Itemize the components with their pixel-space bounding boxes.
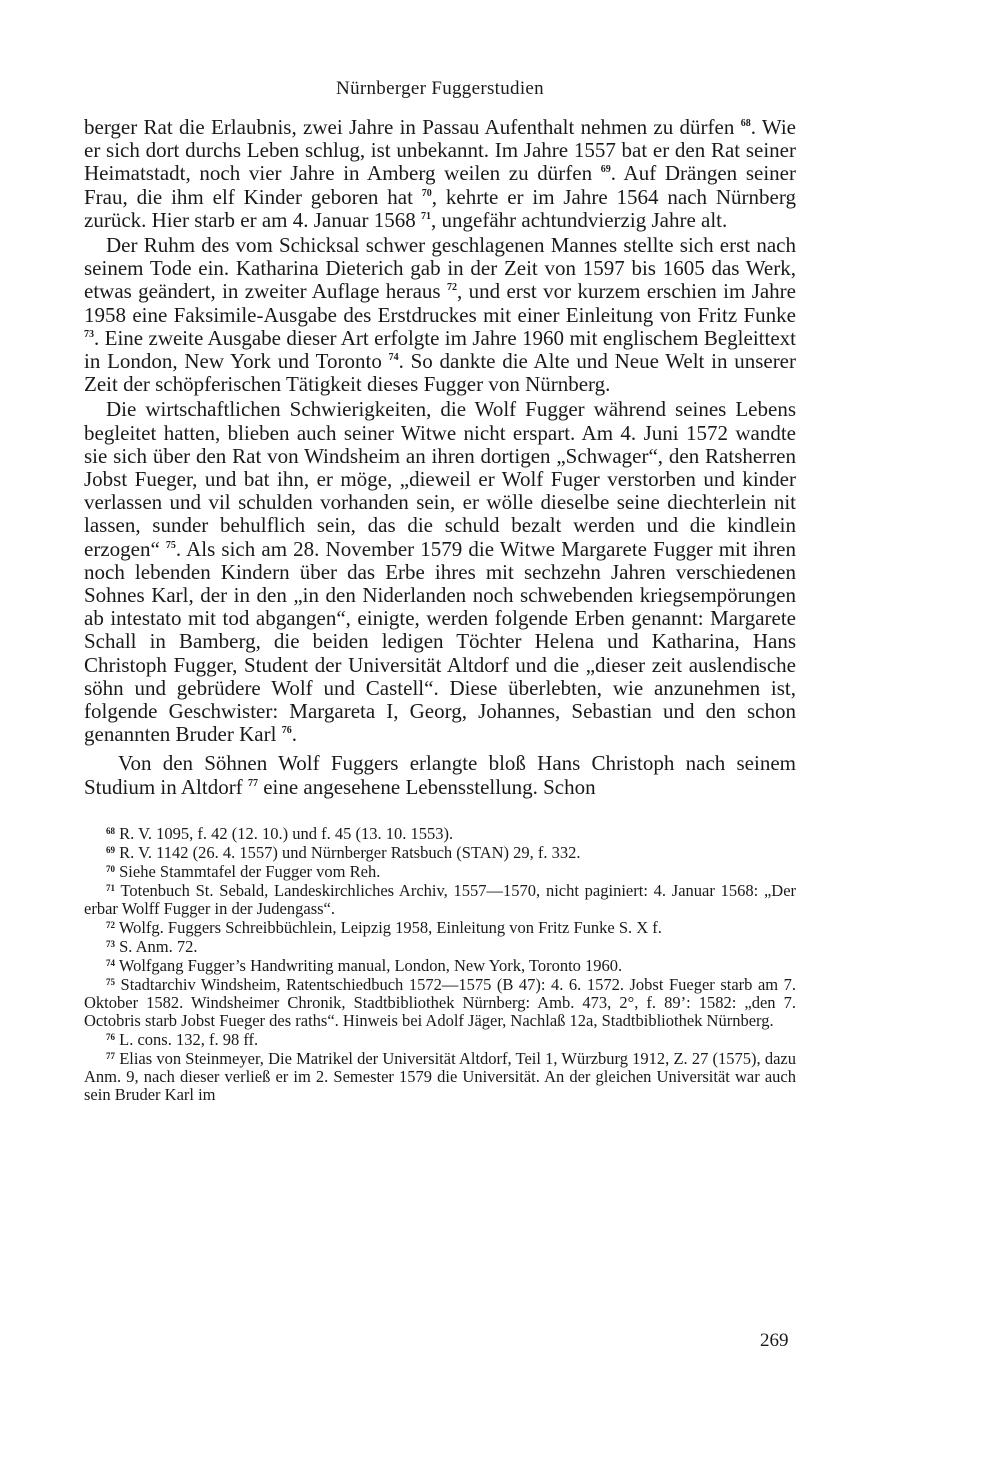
- footnote-number: 68: [106, 825, 115, 836]
- footnote: [84, 882, 796, 918]
- footnote-number: 77: [106, 1050, 115, 1061]
- footnote-text: Siehe Stammtafel der Fugger vom Reh.: [119, 861, 381, 881]
- footnote: [84, 844, 796, 862]
- footnote-ref: 74: [388, 352, 399, 364]
- footnote-ref: 70: [421, 187, 432, 199]
- footnote-number: 74: [106, 957, 115, 968]
- text-run: . So dankte die Alte und Neue Welt in unserer Zeit der schöpferischen Tätigkeit dieses Fugger von Nürnberg.: [84, 349, 796, 397]
- footnote-ref: 76: [281, 725, 292, 737]
- footnote-ref: 77: [247, 777, 258, 789]
- footnotes: [84, 825, 796, 1104]
- text-run: . Wie er sich dort durchs Leben schlug, ist unbekannt. Im Jahre 1557 bat er den Rat seiner Heimatstadt, noch vier Jahre in Amberg weilen zu dürfen: [84, 115, 796, 186]
- page-number: 269: [760, 1330, 789, 1351]
- footnote-number: 70: [106, 863, 115, 874]
- footnote-text: Stadtarchiv Windsheim, Ratentschiedbuch 1572—1575 (B 47): 4. 6. 1572. Jobst Fueger starb am 7. Oktober 1582. Windsheimer Chronik, Stadtbibliothek Nürnberg: Amb. 473, 2°, f. 89’: 1582: „den 7. Octobris starb Jobst Fueger des raths“. Hinweis bei Adolf Jäger, Nachlaß 12a, Stadtbibliothek Nürnberg.: [84, 974, 797, 1030]
- footnote: [84, 938, 796, 956]
- text-run: , kehrte er im Jahre 1564 nach Nürnberg zurück. Hier starb er am 4. Januar 1568: [84, 184, 796, 232]
- footnote-text: S. Anm. 72.: [119, 936, 198, 956]
- footnote-number: 73: [106, 938, 115, 949]
- footnote-text: Wolfg. Fuggers Schreibbüchlein, Leipzig 1958, Einleitung von Fritz Funke S. X f.: [118, 917, 662, 937]
- footnote-number: 75: [106, 976, 115, 987]
- footnote-ref: 69: [600, 164, 611, 176]
- footnote: [84, 1031, 796, 1049]
- text-run: eine angesehene Lebensstellung. Schon: [257, 774, 596, 799]
- text-run: , ungefähr achtundvierzig Jahre alt.: [431, 207, 728, 232]
- footnote-ref: 72: [446, 282, 457, 294]
- footnote-text: R. V. 1142 (26. 4. 1557) und Nürnberger Ratsbuch (STAN) 29, f. 332.: [119, 842, 581, 862]
- footnote-text: R. V. 1095, f. 42 (12. 10.) und f. 45 (13. 10. 1553).: [119, 823, 454, 843]
- footnote-text: Totenbuch St. Sebald, Landeskirchliches Archiv, 1557—1570, nicht paginiert: 4. Januar 1568: „Der erbar Wolff Fugger in der Judengass“.: [84, 880, 797, 918]
- text-run: , und erst vor kurzem erschien im Jahre 1958 eine Faksimile-Ausgabe des Erstdruckes mit einer Einleitung von Fritz Funke: [84, 279, 796, 327]
- text-run: Die wirtschaftlichen Schwierigkeiten, die Wolf Fugger während seines Lebens begleitet hatten, blieben auch seiner Witwe nicht erspart. Am 4. Juni 1572 wandte sie sich über den Rat von Windsheim an ihren dortigen „Schwager“, den Ratsherren Jobst Fueger, und bat ihn, er möge, „dieweil er Wolf Fuger verstorben und kinder verlassen und vil schulden vorhanden sein, er wölle dieselbe seine diechterlein nit lassen, sunder behulflich sein, das die schuld bezalt werden und die kindlein erzogen“: [84, 397, 796, 561]
- paragraph: [84, 234, 796, 396]
- text-run: berger Rat die Erlaubnis, zwei Jahre in Passau Aufenthalt nehmen zu dürfen: [84, 115, 741, 139]
- text-run: Von den Söhnen Wolf Fuggers erlangte bloß Hans Christoph nach seinem Studium in Altdorf: [84, 751, 796, 799]
- footnote-text: Elias von Steinmeyer, Die Matrikel der Universität Altdorf, Teil 1, Würzburg 1912, Z. 27 (1575), dazu Anm. 9, nach dieser verließ er im 2. Semester 1579 die Universität. An der gleichen Universität war auch sein Bruder Karl im: [84, 1048, 796, 1104]
- footnote: [84, 919, 796, 937]
- footnote: [84, 976, 796, 1030]
- footnote-ref: 71: [421, 210, 432, 222]
- running-head: Nürnberger Fuggerstudien: [336, 78, 544, 99]
- footnote-number: 69: [106, 844, 115, 855]
- footnote: [84, 957, 796, 975]
- text-run: . Eine zweite Ausgabe dieser Art erfolgte im Jahre 1960 mit englischem Begleittext in London, New York und Toronto: [84, 325, 796, 374]
- footnote-text: L. cons. 132, f. 98 ff.: [119, 1029, 259, 1049]
- text-run: . Als sich am 28. November 1579 die Witwe Margarete Fugger mit ihren noch lebenden Kindern über das Erbe ihres mit sechzehn Jahren verschiedenen Sohnes Karl, der in den „in den Niderlanden noch schwebenden kriegsempörungen ab intestato mit tod abgangen“, einigte, werden folgende Erben genannt: Margarete Schall in Bamberg, die beiden ledigen Töchter Helena und Katharina, Hans Christoph Fugger, Student der Universität Altdorf und die „dieser zeit auslendische söhn und gebrüdere Wolf und Castell“. Diese überlebten, wie anzunehmen ist, folgende Geschwister: Margareta I, Georg, Johannes, Sebastian und den schon genannten Bruder Karl: [84, 536, 796, 747]
- footnote-ref: 68: [740, 118, 751, 129]
- paragraph: [84, 116, 796, 232]
- footnote-number: 71: [106, 882, 115, 893]
- footnote-number: 76: [106, 1031, 115, 1042]
- footnote: [84, 863, 796, 881]
- text-run: . Auf Drängen seiner Frau, die ihm elf Kinder geboren hat: [84, 161, 796, 209]
- paragraph: [84, 752, 796, 798]
- footnote-number: 72: [106, 919, 115, 930]
- footnote: [84, 1050, 796, 1104]
- page: [84, 78, 796, 1105]
- footnote-ref: 75: [165, 539, 176, 551]
- paragraph: [84, 398, 796, 746]
- body-text: [84, 116, 796, 799]
- text-run: .: [291, 722, 297, 747]
- footnote-ref: 73: [84, 328, 94, 340]
- footnote-text: Wolfgang Fugger’s Handwriting manual, London, New York, Toronto 1960.: [118, 955, 623, 975]
- text-run: Der Ruhm des vom Schicksal schwer geschlagenen Mannes stellte sich erst nach seinem Tode ein. Katharina Dieterich gab in der Zeit von 1597 bis 1605 das Werk, etwas geändert, in zweiter Auflage heraus: [84, 233, 796, 304]
- footnote: [84, 825, 796, 843]
